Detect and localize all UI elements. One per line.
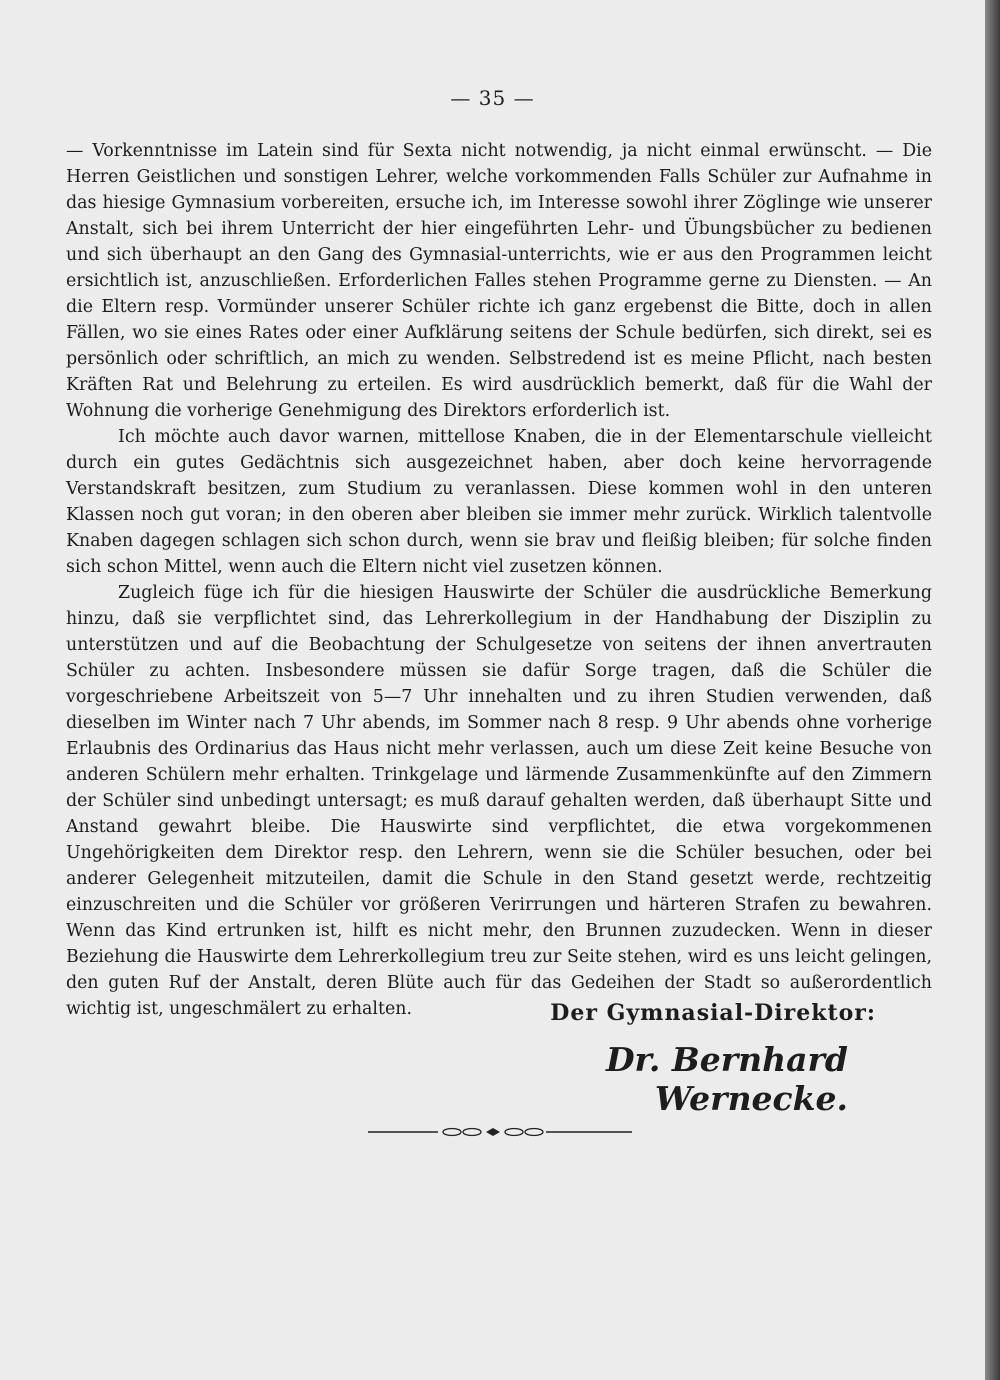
paragraph-2: Ich möchte auch davor warnen, mittellose Knaben, die in der Elementarschule vielleicht durch ein gutes Gedächtnis sich ausgezeichnet haben, aber doch keine hervorragende Verstandskraft besitzen, zum Studium zu veranlassen. Diese kommen wohl in den unteren Klassen noch gut voran; in den oberen aber bleiben sie immer mehr zurück. Wirklich talentvolle Knaben dagegen schlagen sich schon durch, wenn sie brav und fleißig bleiben; für solche finden sich schon Mittel, wenn auch die Eltern nicht viel zusetzen können.	[66, 427, 932, 577]
signature-name: Dr. Bernhard Wernecke.	[605, 1040, 848, 1118]
signature-title: Der Gymnasial-Direktor:	[550, 1000, 876, 1026]
page-edge	[985, 0, 1000, 1380]
paragraph-1: — Vorkenntnisse im Latein sind für Sexta nicht notwendig, ja nicht einmal erwünscht. — Die Herren Geistlichen und sonstigen Lehrer, welche vorkommenden Falls Schüler zur Aufnahme in das hiesige Gymnasium vorbereiten, ersuche ich, im Interesse sowohl ihrer Zöglinge wie unserer Anstalt, sich bei ihrem Unterricht der hier eingeführten Lehr- und Übungsbücher zu bedienen und sich überhaupt an den Gang des Gymnasial-unterrichts, wie er aus den Programmen leicht ersichtlich ist, anzuschließen. Erforderlichen Falles stehen Programme gerne zu Diensten. — An die Eltern resp. Vormünder unserer Schüler richte ich ganz ergebenst die Bitte, doch in allen Fällen, wo sie eines Rates oder einer Aufklärung seitens der Schule bedürfen, sich direkt, sei es persönlich oder schriftlich, an mich zu wenden. Selbstredend ist es meine Pflicht, nach besten Kräften Rat und Belehrung zu erteilen. Es wird ausdrücklich bemerkt, daß für die Wahl der Wohnung die vorherige Genehmigung des Direktors erforderlich ist.	[66, 141, 932, 421]
body-text	[66, 138, 932, 1022]
ornament-divider	[368, 1126, 632, 1138]
page-number: — 35 —	[450, 86, 535, 110]
paragraph-3: Zugleich füge ich für die hiesigen Hauswirte der Schüler die ausdrückliche Bemerkung hinzu, daß sie verpflichtet sind, das Lehrerkollegium in der Handhabung der Disziplin zu unterstützen und auf die Beobachtung der Schulgesetze von seitens der ihnen anvertrauten Schüler zu achten. Insbesondere müssen sie dafür Sorge tragen, daß die Schüler die vorgeschriebene Arbeitszeit von 5—7 Uhr innehalten und zu ihren Studien verwenden, daß dieselben im Winter nach 7 Uhr abends, im Sommer nach 8 resp. 9 Uhr abends ohne vorherige Erlaubnis des Ordinarius das Haus nicht mehr verlassen, auch um diese Zeit keine Besuche von anderen Schülern mehr erhalten. Trinkgelage und lärmende Zusammenkünfte auf den Zimmern der Schüler sind unbedingt untersagt; es muß darauf gehalten werden, daß überhaupt Sitte und Anstand gewahrt bleibe. Die Hauswirte sind verpflichtet, die etwa vorgekommenen Ungehörigkeiten dem Direktor resp. den Lehrern, wenn sie die Schüler besuchen, oder bei anderer Gelegenheit mitzuteilen, damit die Schule in den Stand gesetzt werde, rechtzeitig einzuschreiten und die Schüler vor größeren Verirrungen und härteren Strafen zu bewahren. Wenn das Kind ertrunken ist, hilft es nicht mehr, den Brunnen zuzudecken. Wenn in dieser Beziehung die Hauswirte dem Lehrerkollegium treu zur Seite stehen, wird es uns leicht gelingen, den guten Ruf der Anstalt, deren Blüte auch für das Gedeihen der Stadt so außerordentlich wichtig ist, ungeschmälert zu erhalten.	[66, 583, 932, 1019]
